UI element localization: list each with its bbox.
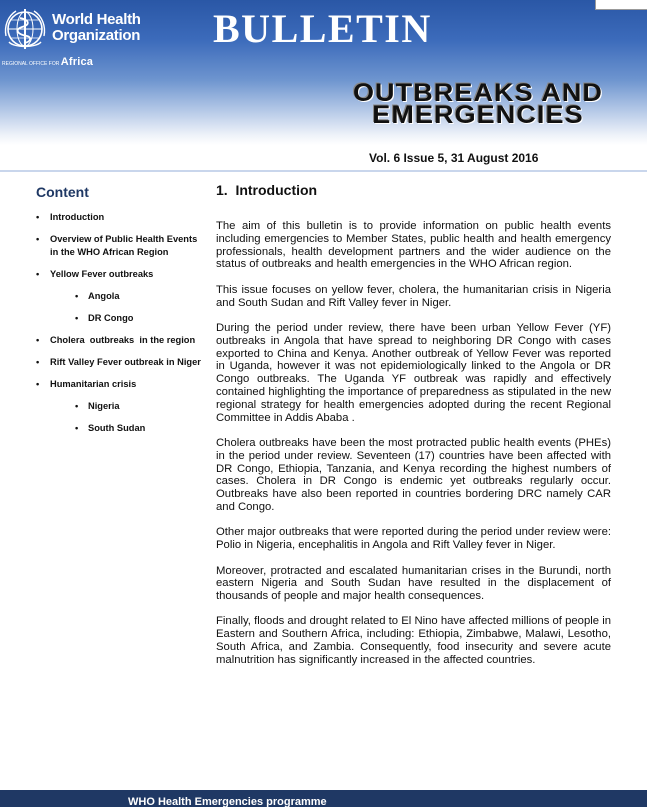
region-name: Africa xyxy=(60,56,94,68)
header-divider xyxy=(0,170,647,172)
paragraph-aim: The aim of this bulletin is to provide information on public health events including emergencies to Member States, public health and health emergency professionals, health development partners and the wider audience on the status of outbreaks and health emergencies in the WHO African region. xyxy=(216,220,611,271)
content-title: Content xyxy=(36,184,89,200)
organization-name xyxy=(52,12,141,44)
region-prefix: REGIONAL OFFICE FOR xyxy=(2,61,60,67)
org-line-2: Organization xyxy=(52,27,141,44)
toc-item-overview-line1: Overview of Public Health Events xyxy=(50,234,198,244)
toc-item-overview-line2: in the WHO African Region xyxy=(50,247,169,257)
toc-item-south-sudan[interactable]: • South Sudan xyxy=(36,422,216,435)
toc-item-rift-valley[interactable]: • Rift Valley Fever outbreak in Niger xyxy=(36,356,216,369)
bulletin-header xyxy=(0,0,647,145)
section-title: 1. Introduction xyxy=(216,182,318,198)
paragraph-cholera: Cholera outbreaks have been the most protracted public health events (PHEs) in the period under review. Seventeen (17) countries have been affected with DR Congo, Ethiopia, Tanzania, and Kenya recording the highest numbers of cases. Cholera in DR Congo is endemic yet outbreaks regularly occur. Outbreaks have also been reported in countries bordering DRC namely CAR and Congo. xyxy=(216,436,611,513)
toc-item-humanitarian[interactable]: • Humanitarian crisis xyxy=(36,378,216,391)
paragraph-el-nino: Finally, floods and drought related to El Nino have affected millions of people in Eastern and Southern Africa, including: Ethiopia, Zimbabwe, Malawi, Lesotho, South Africa, and Zambia. Consequently, food insecurity and severe acute malnutrition has significantly increased in the affected countries. xyxy=(216,615,611,666)
regional-office-line xyxy=(2,56,93,68)
toc-item-nigeria[interactable]: • Nigeria xyxy=(36,400,216,413)
paragraph-humanitarian: Moreover, protracted and escalated humanitarian crises in the Burundi, north eastern Nigeria and South Sudan have resulted in the displacement of thousands of people and major health consequences. xyxy=(216,564,611,603)
org-line-1: World Health xyxy=(52,11,141,28)
footer-text: WHO Health Emergencies programme xyxy=(128,796,327,807)
corner-box xyxy=(595,0,647,10)
paragraph-other-outbreaks: Other major outbreaks that were reported during the period under review were: Polio in Nigeria, encephalitis in Angola and Rift Valley fever in Niger. xyxy=(216,526,611,552)
content-sidebar xyxy=(36,184,216,444)
subtitle-line-1: OUTBREAKS AND xyxy=(352,79,604,107)
issue-info: Vol. 6 Issue 5, 31 August 2016 xyxy=(369,151,539,165)
toc-item-introduction[interactable]: • Introduction xyxy=(36,211,216,224)
main-content xyxy=(216,182,611,679)
paragraph-focus: This issue focuses on yellow fever, cholera, the humanitarian crisis in Nigeria and South Sudan and Rift Valley fever in Niger. xyxy=(216,283,611,309)
who-emblem-icon xyxy=(2,6,48,52)
paragraph-yellow-fever: During the period under review, there have been urban Yellow Fever (YF) outbreaks in Angola that have spread to neighboring DR Congo with cases exported to China and Kenya. Another outbreak of Yellow Fever was reported in Uganda, however it was not epidemiologically linked to the Angola or DR Congo outbreaks. The Uganda YF outbreak was rapidly and effectively contained highlighting the importance of preparedness as stipulated in the new regional strategy for health emergencies adopted during the recent Regional Committee in Addis Ababa . xyxy=(216,321,611,424)
outbreaks-emergencies-title xyxy=(300,79,647,129)
subtitle-line-2: EMERGENCIES xyxy=(372,101,584,129)
toc-item-yellow-fever[interactable]: • Yellow Fever outbreaks xyxy=(36,268,216,281)
toc-item-angola[interactable]: • Angola xyxy=(36,290,216,303)
toc-item-dr-congo[interactable]: • DR Congo xyxy=(36,312,216,325)
who-logo xyxy=(2,6,142,66)
bulletin-title: BULLETIN xyxy=(213,6,432,51)
toc-item-cholera[interactable]: • Cholera outbreaks in the region xyxy=(36,334,216,347)
table-of-contents xyxy=(36,211,216,435)
toc-item-overview[interactable] xyxy=(36,233,216,259)
